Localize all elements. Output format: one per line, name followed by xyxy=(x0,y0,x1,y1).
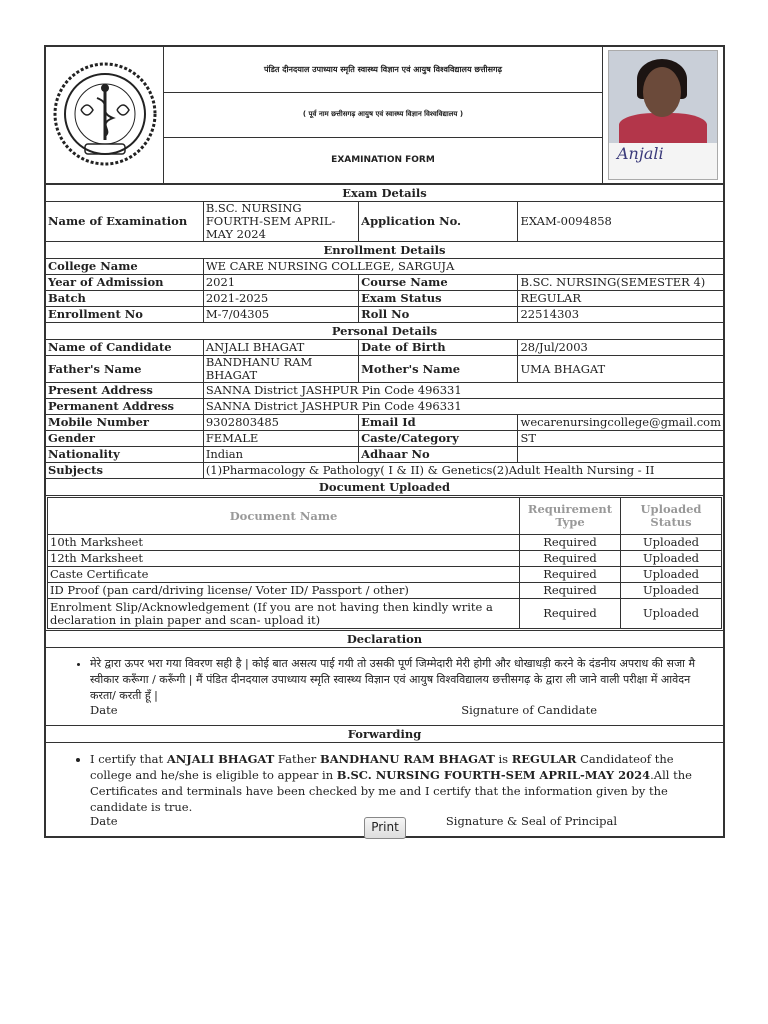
col-document-name: Document Name xyxy=(48,498,520,535)
doc-name: Caste Certificate xyxy=(48,567,520,583)
forwarding-candidate: ANJALI BHAGAT xyxy=(166,752,275,766)
value-name-of-exam: B.SC. NURSING FOURTH-SEM APRIL-MAY 2024 xyxy=(203,202,358,242)
label-email: Email Id xyxy=(359,415,518,431)
university-seal-icon xyxy=(51,60,159,168)
value-subjects: (1)Pharmacology & Pathology( I & II) & Genetics(2)Adult Health Nursing - II xyxy=(203,463,723,479)
label-exam-status: Exam Status xyxy=(359,291,518,307)
doc-req: Required xyxy=(520,599,621,629)
label-father: Father's Name xyxy=(46,356,204,383)
forwarding-exam: B.SC. NURSING FOURTH-SEM APRIL-MAY 2024 xyxy=(336,768,651,782)
forwarding-text: • I certify that ANJALI BHAGAT Father BANDHANU RAM BHAGAT is REGULAR Candidateof the college and he/she is eligible to appear in B.SC. NURSING FOURTH-SEM APRIL-MAY 2024.All the Certificates and terminals have been checked by me and I certify that the information given by the candidate is true. xyxy=(90,751,717,815)
forwarding-father: BANDHANU RAM BHAGAT xyxy=(319,752,495,766)
value-mother: UMA BHAGAT xyxy=(518,356,724,383)
table-row xyxy=(48,535,722,551)
value-roll-no: 22514303 xyxy=(518,307,724,323)
doc-name: 12th Marksheet xyxy=(48,551,520,567)
doc-name: 10th Marksheet xyxy=(48,535,520,551)
value-gender: FEMALE xyxy=(203,431,358,447)
doc-status: Uploaded xyxy=(621,535,722,551)
form-title: EXAMINATION FORM xyxy=(164,138,603,184)
section-declaration: Declaration xyxy=(46,631,724,648)
doc-req: Required xyxy=(520,583,621,599)
candidate-signature: Anjali xyxy=(617,144,664,163)
value-caste: ST xyxy=(518,431,724,447)
label-subjects: Subjects xyxy=(46,463,204,479)
forwarding-date-label: Date xyxy=(90,814,118,828)
candidate-photo xyxy=(603,47,724,184)
value-college: WE CARE NURSING COLLEGE, SARGUJA xyxy=(203,259,723,275)
university-name: पंडित दीनदयाल उपाध्याय स्मृति स्वास्थ्य विज्ञान एवं आयुष विश्वविद्यालय छत्तीसगढ़ xyxy=(164,47,603,93)
label-college: College Name xyxy=(46,259,204,275)
label-dob: Date of Birth xyxy=(359,340,518,356)
value-present-address: SANNA District JASHPUR Pin Code 496331 xyxy=(203,383,723,399)
value-enrollment-no: M-7/04305 xyxy=(203,307,358,323)
label-gender: Gender xyxy=(46,431,204,447)
value-nationality: Indian xyxy=(203,447,358,463)
section-forwarding: Forwarding xyxy=(46,726,724,743)
value-course: B.SC. NURSING(SEMESTER 4) xyxy=(518,275,724,291)
label-batch: Batch xyxy=(46,291,204,307)
value-exam-status: REGULAR xyxy=(518,291,724,307)
forwarding-status: REGULAR xyxy=(511,752,577,766)
form-header xyxy=(45,46,724,184)
section-documents: Document Uploaded xyxy=(46,479,724,496)
label-mother: Mother's Name xyxy=(359,356,518,383)
value-permanent-address: SANNA District JASHPUR Pin Code 496331 xyxy=(203,399,723,415)
table-row xyxy=(48,567,722,583)
doc-status: Uploaded xyxy=(621,551,722,567)
label-name-of-exam: Name of Examination xyxy=(46,202,204,242)
principal-signature-label: Signature & Seal of Principal xyxy=(445,814,617,828)
label-roll-no: Roll No xyxy=(359,307,518,323)
value-father: BANDHANU RAM BHAGAT xyxy=(203,356,358,383)
label-permanent-address: Permanent Address xyxy=(46,399,204,415)
declaration-date-label: Date xyxy=(90,703,118,717)
value-dob: 28/Jul/2003 xyxy=(518,340,724,356)
table-row xyxy=(48,551,722,567)
doc-name: ID Proof (pan card/driving license/ Voter ID/ Passport / other) xyxy=(48,583,520,599)
value-year: 2021 xyxy=(203,275,358,291)
value-email: wecarenursingcollege@gmail.com xyxy=(518,415,724,431)
section-enrollment: Enrollment Details xyxy=(46,242,724,259)
print-button[interactable]: Print xyxy=(364,817,406,839)
value-mobile: 9302803485 xyxy=(203,415,358,431)
declaration-box xyxy=(46,648,724,726)
university-logo xyxy=(46,47,164,184)
label-candidate-name: Name of Candidate xyxy=(46,340,204,356)
examination-form xyxy=(44,45,725,838)
label-application-no: Application No. xyxy=(359,202,518,242)
label-mobile: Mobile Number xyxy=(46,415,204,431)
candidate-signature-label: Signature of Candidate xyxy=(461,703,597,717)
label-adhaar: Adhaar No xyxy=(359,447,518,463)
former-name: ( पूर्व नाम छत्तीसगढ़ आयुष एवं स्वास्थ्य विज्ञान विश्वविद्यालय ) xyxy=(164,92,603,138)
doc-status: Uploaded xyxy=(621,599,722,629)
declaration-text: • मेरे द्वारा ऊपर भरा गया विवरण सही है | कोई बात असत्य पाई गयी तो उसकी पूर्ण जिम्मेदारी मेरी होगी और धोखाधड़ी करने के दंडनीय अपराध की सजा मै स्वीकार करूँगा / करूँगी | मैं पंडित दीनदयाल उपाध्याय स्मृति स्वास्थ्य विज्ञान एवं आयुष विश्वविद्यालय छत्तीसगढ़ के द्वारा ली जाने वाली परीक्षा में आवेदन करता/ करती हूँ | xyxy=(90,656,717,704)
doc-req: Required xyxy=(520,551,621,567)
label-present-address: Present Address xyxy=(46,383,204,399)
value-application-no: EXAM-0094858 xyxy=(518,202,724,242)
label-nationality: Nationality xyxy=(46,447,204,463)
table-row xyxy=(48,583,722,599)
value-batch: 2021-2025 xyxy=(203,291,358,307)
doc-req: Required xyxy=(520,567,621,583)
label-caste: Caste/Category xyxy=(359,431,518,447)
doc-req: Required xyxy=(520,535,621,551)
value-candidate-name: ANJALI BHAGAT xyxy=(203,340,358,356)
details-table xyxy=(45,184,724,837)
value-adhaar xyxy=(518,447,724,463)
doc-status: Uploaded xyxy=(621,567,722,583)
section-exam-details: Exam Details xyxy=(46,185,724,202)
label-course: Course Name xyxy=(359,275,518,291)
col-requirement-type: Requirement Type xyxy=(520,498,621,535)
doc-name: Enrolment Slip/Acknowledgement (If you are not having then kindly write a declaration in plain paper and scan- upload it) xyxy=(48,599,520,629)
col-uploaded-status: Uploaded Status xyxy=(621,498,722,535)
section-personal: Personal Details xyxy=(46,323,724,340)
documents-table xyxy=(47,497,722,629)
doc-status: Uploaded xyxy=(621,583,722,599)
label-year: Year of Admission xyxy=(46,275,204,291)
table-row xyxy=(48,599,722,629)
label-enrollment-no: Enrollment No xyxy=(46,307,204,323)
